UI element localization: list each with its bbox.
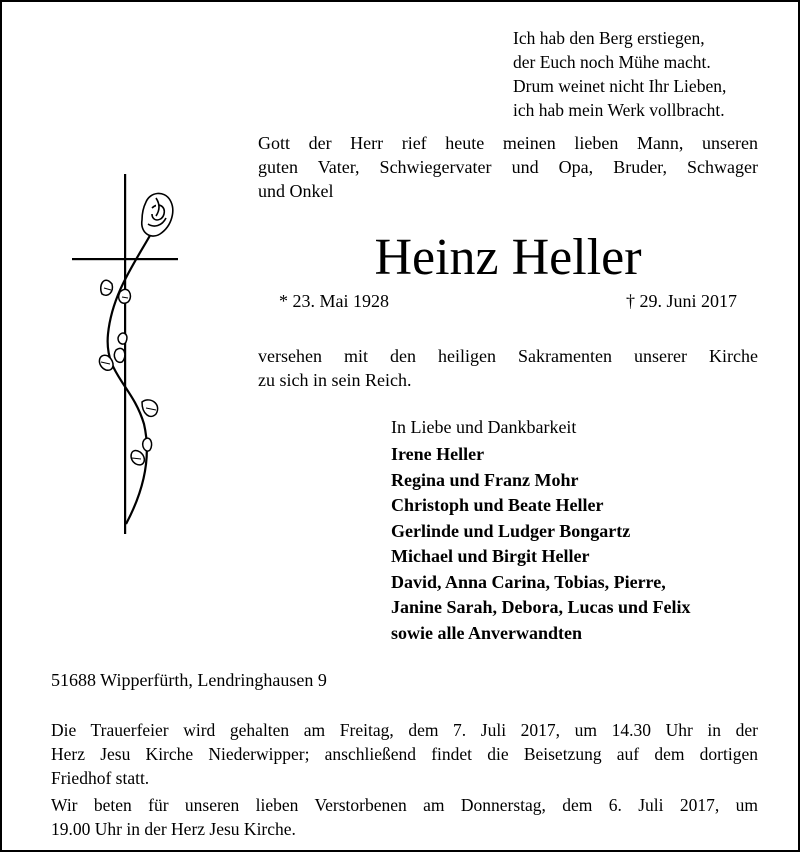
mourner-line: sowie alle Anverwandten xyxy=(391,622,582,643)
death-date: † 29. Juni 2017 xyxy=(625,291,737,311)
mourners-intro: In Liebe und Dankbarkeit xyxy=(391,417,577,437)
poem-line: ich hab mein Werk vollbracht. xyxy=(513,100,725,120)
mourners-list xyxy=(391,442,691,646)
sacraments-text xyxy=(258,344,758,392)
mourner-line: Christoph und Beate Heller xyxy=(391,495,604,515)
sacraments-line: zu sich in sein Reich. xyxy=(258,370,412,390)
poem xyxy=(513,26,726,122)
service-line: Friedhof statt. xyxy=(51,768,150,788)
poem-line: der Euch noch Mühe macht. xyxy=(513,52,711,72)
intro-line: und Onkel xyxy=(258,181,334,201)
prayer-line: Wir beten für unseren lieben Verstorbenen am Donnerstag, dem 6. Juli 2017, um xyxy=(51,795,758,815)
poem-line: Drum weinet nicht Ihr Lieben, xyxy=(513,76,727,96)
mourner-line: Janine Sarah, Debora, Lucas und Felix xyxy=(391,597,691,617)
birth-date: * 23. Mai 1928 xyxy=(279,291,389,311)
mourner-line: Regina und Franz Mohr xyxy=(391,469,579,490)
intro-line: guten Vater, Schwiegervater und Opa, Bruder, Schwager xyxy=(258,157,758,177)
prayer-line: 19.00 Uhr in der Herz Jesu Kirche. xyxy=(51,819,296,839)
service-line: Die Trauerfeier wird gehalten am Freitag, dem 7. Juli 2017, um 14.30 Uhr in der xyxy=(51,720,758,740)
cross-with-rose-icon xyxy=(68,174,188,534)
mourner-line: Michael und Birgit Heller xyxy=(391,546,590,566)
deceased-name: Heinz Heller xyxy=(374,229,642,286)
mourner-line: Gerlinde und Ludger Bongartz xyxy=(391,520,631,541)
funeral-service-text xyxy=(51,718,758,790)
sacraments-line: versehen mit den heiligen Sakramenten unserer Kirche xyxy=(258,346,758,366)
mourner-line: David, Anna Carina, Tobias, Pierre, xyxy=(391,571,666,592)
intro-line: Gott der Herr rief heute meinen lieben Mann, unseren xyxy=(258,133,758,153)
service-line: Herz Jesu Kirche Niederwipper; anschließend findet die Beisetzung auf dem dortigen xyxy=(51,744,758,764)
mourner-line: Irene Heller xyxy=(391,444,485,464)
prayer-text xyxy=(51,793,758,841)
poem-line: Ich hab den Berg erstiegen, xyxy=(513,28,705,48)
intro-text xyxy=(258,131,758,203)
address: 51688 Wipperfürth, Lendringhausen 9 xyxy=(51,670,327,690)
